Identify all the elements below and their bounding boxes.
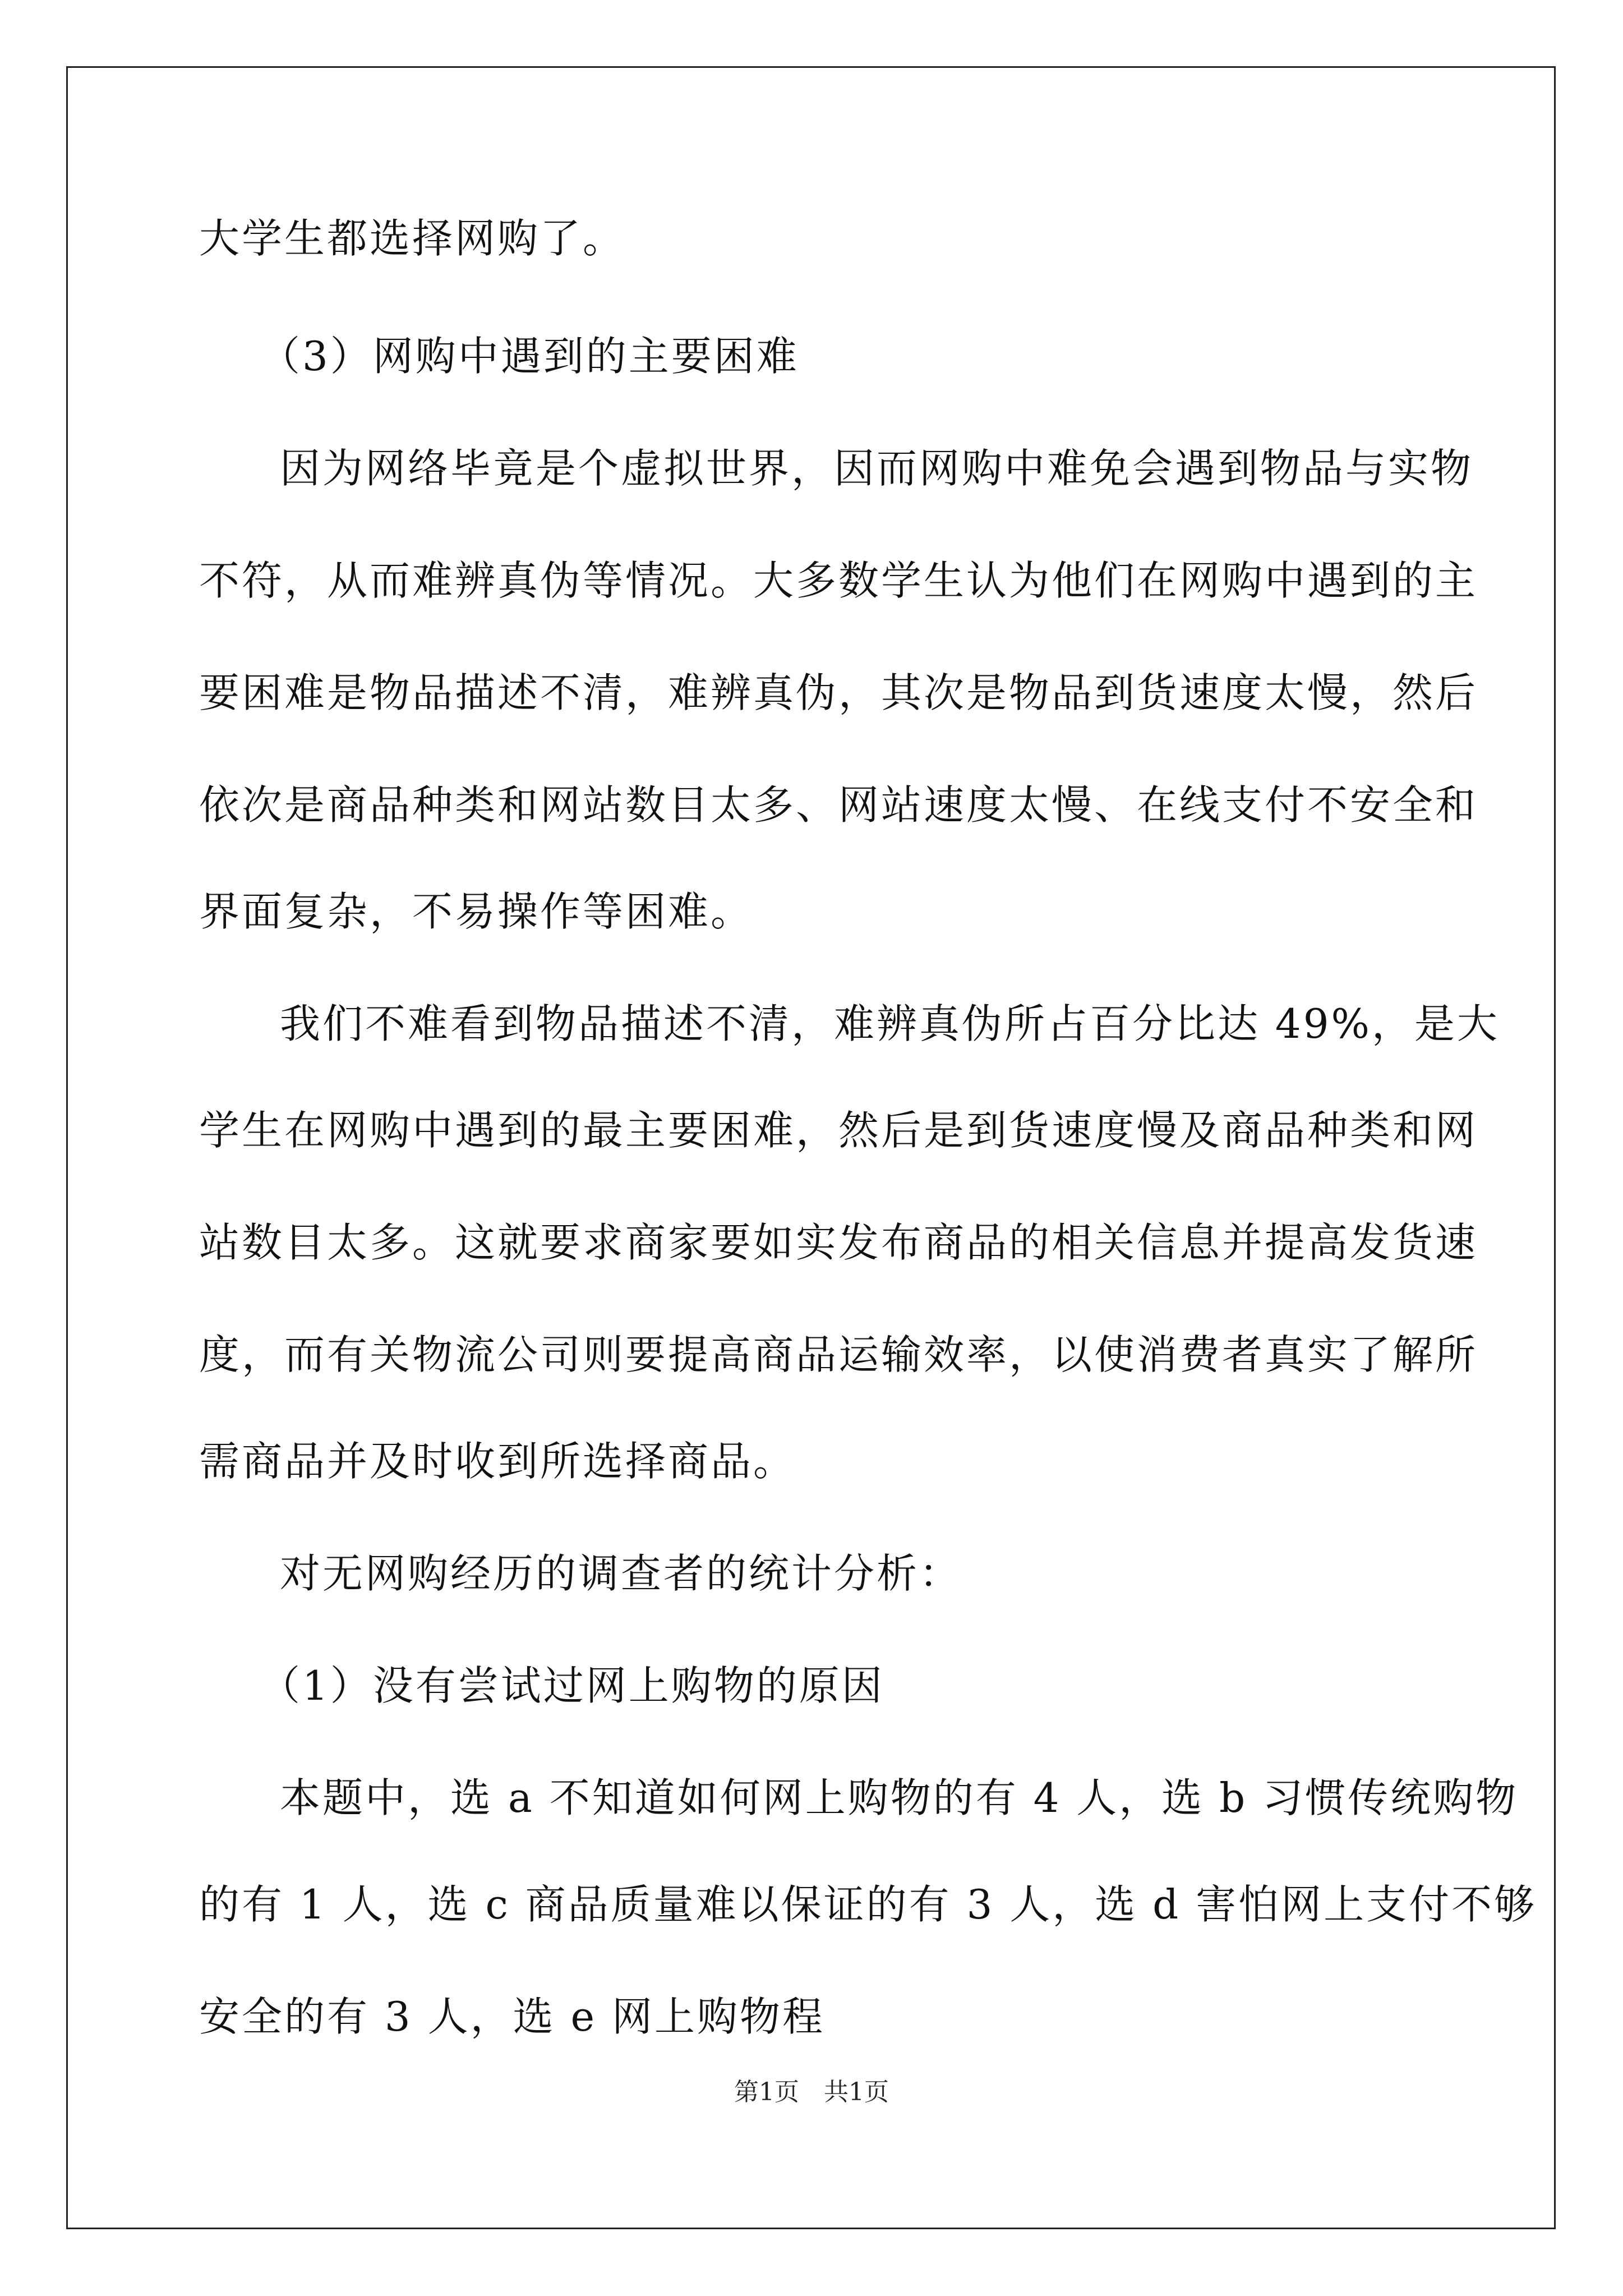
paragraph-line: 学生在网购中遇到的最主要困难，然后是到货速度慢及商品种类和网 [199,1107,1478,1154]
paragraph-line: 站数目太多。这就要求商家要如实发布商品的相关信息并提高发货速 [199,1219,1478,1266]
paragraph-line: 因为网络毕竟是个虚拟世界，因而网购中难免会遇到物品与实物 [280,445,1474,492]
page-footer: 第1页 共1页 [734,2078,889,2106]
paragraph-line: 依次是商品种类和网站数目太多、网站速度太慢、在线支付不安全和 [199,781,1478,829]
paragraph-line: 我们不难看到物品描述不清，难辨真伪所占百分比达 49%，是大 [280,1000,1500,1047]
paragraph-line: 大学生都选择网购了。 [199,215,626,262]
section-heading: （1）没有尝试过网上购物的原因 [260,1662,884,1709]
paragraph-line: 界面复杂，不易操作等困难。 [199,888,754,935]
paragraph-line: 本题中，选 a 不知道如何网上购物的有 4 人，选 b 习惯传统购物 [280,1774,1519,1821]
paragraph-line: 的有 1 人，选 c 商品质量难以保证的有 3 人，选 d 害怕网上支付不够 [199,1881,1537,1928]
paragraph-line: 度，而有关物流公司则要提高商品运输效率，以使消费者真实了解所 [199,1331,1478,1378]
paragraph-line: 要困难是物品描述不清，难辨真伪，其次是物品到货速度太慢，然后 [199,669,1478,716]
paragraph-line: 需商品并及时收到所选择商品。 [199,1438,796,1485]
paragraph-line: 不符，从而难辨真伪等情况。大多数学生认为他们在网购中遇到的主 [199,557,1478,604]
paragraph-line: 安全的有 3 人，选 e 网上购物程 [199,1993,825,2040]
paragraph-line: 对无网购经历的调查者的统计分析： [280,1550,962,1597]
section-heading: （3）网购中遇到的主要困难 [260,333,799,380]
